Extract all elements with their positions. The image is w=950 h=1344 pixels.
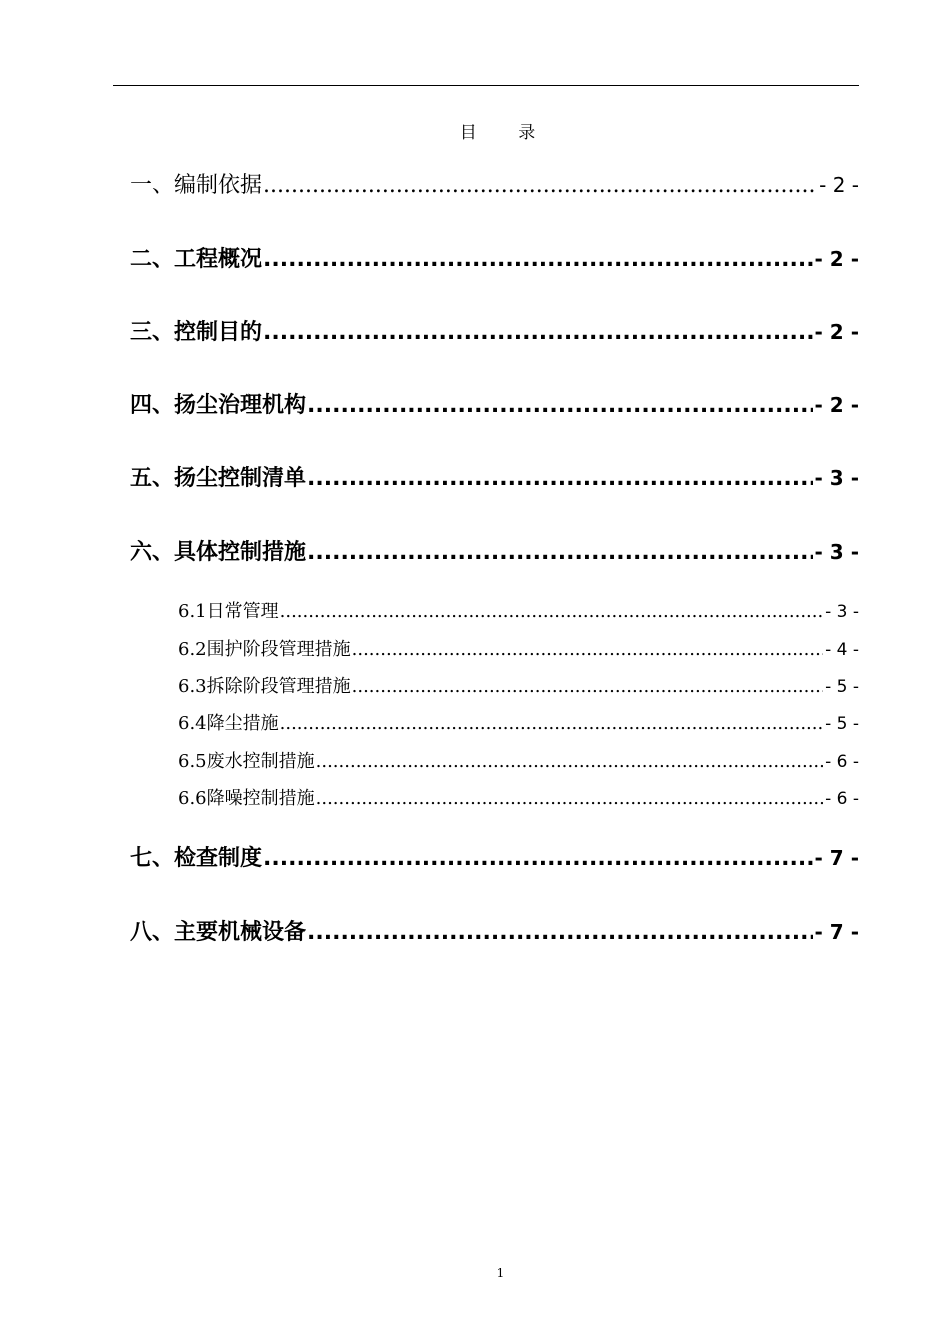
dot-leader	[280, 600, 823, 624]
dot-leader	[352, 675, 823, 699]
toc-entry-5[interactable]	[130, 463, 859, 494]
toc-subentry-6-4[interactable]	[178, 712, 859, 736]
toc-entry-title: 6.3拆除阶段管理措施	[178, 676, 351, 697]
toc-entry-title: 6.4降尘措施	[178, 713, 279, 734]
dot-leader	[316, 750, 823, 774]
dot-leader	[263, 318, 813, 348]
toc-entry-8[interactable]	[130, 917, 859, 948]
toc-entry-1[interactable]	[130, 170, 859, 201]
toc-entry-title: 一、编制依据	[130, 173, 263, 198]
toc-entry-title: 六、具体控制措施	[130, 540, 307, 565]
toc-entry-title: 6.5废水控制措施	[178, 751, 315, 772]
toc-entry-page: - 3 -	[814, 466, 859, 490]
dot-leader	[307, 538, 813, 568]
toc-entry-4[interactable]	[130, 390, 859, 421]
header-rule	[113, 85, 859, 86]
dot-leader	[316, 787, 823, 811]
toc-entry-title: 五、扬尘控制清单	[130, 466, 307, 491]
dot-leader	[263, 245, 813, 275]
toc-entry-page: - 6 -	[825, 752, 859, 772]
toc-entry-title: 七、检查制度	[130, 846, 263, 871]
toc-entry-2[interactable]	[130, 244, 859, 275]
toc-entry-title: 三、控制目的	[130, 320, 263, 345]
toc-entry-page: - 2 -	[819, 173, 859, 197]
toc-entry-page: - 5 -	[825, 714, 859, 734]
toc-entry-title: 二、工程概况	[130, 247, 263, 272]
toc-entry-title: 6.1日常管理	[178, 601, 279, 622]
toc-entry-page: - 3 -	[825, 602, 859, 622]
toc-entry-page: - 3 -	[814, 540, 859, 564]
toc-entry-page: - 2 -	[814, 320, 859, 344]
toc-entry-title: 6.2围护阶段管理措施	[178, 639, 351, 660]
dot-leader	[307, 391, 813, 421]
toc-entry-page: - 6 -	[825, 789, 859, 809]
toc-subentry-6-1[interactable]	[178, 600, 859, 624]
toc-entry-title: 四、扬尘治理机构	[130, 393, 307, 418]
toc-entry-title: 八、主要机械设备	[130, 920, 307, 945]
dot-leader	[280, 712, 823, 736]
toc-subentry-6-5[interactable]	[178, 750, 859, 774]
toc-entry-page: - 2 -	[814, 393, 859, 417]
dot-leader	[263, 171, 817, 201]
toc-entry-6[interactable]	[130, 537, 859, 568]
toc-entry-7[interactable]	[130, 843, 859, 874]
toc-entry-page: - 5 -	[825, 677, 859, 697]
toc-entry-page: - 7 -	[814, 920, 859, 944]
dot-leader	[263, 844, 813, 874]
toc-subentry-6-3[interactable]	[178, 675, 859, 699]
toc-subentry-6-2[interactable]	[178, 638, 859, 662]
toc-entry-page: - 2 -	[814, 247, 859, 271]
toc-entry-page: - 7 -	[814, 846, 859, 870]
dot-leader	[307, 464, 813, 494]
toc-entry-title: 6.6降噪控制措施	[178, 788, 315, 809]
dot-leader	[352, 638, 823, 662]
page-number: 1	[496, 1266, 505, 1280]
toc-entry-3[interactable]	[130, 317, 859, 348]
toc-heading: 目 录	[459, 123, 554, 143]
dot-leader	[307, 918, 813, 948]
toc-subentry-6-6[interactable]	[178, 787, 859, 811]
toc-entry-page: - 4 -	[825, 640, 859, 660]
